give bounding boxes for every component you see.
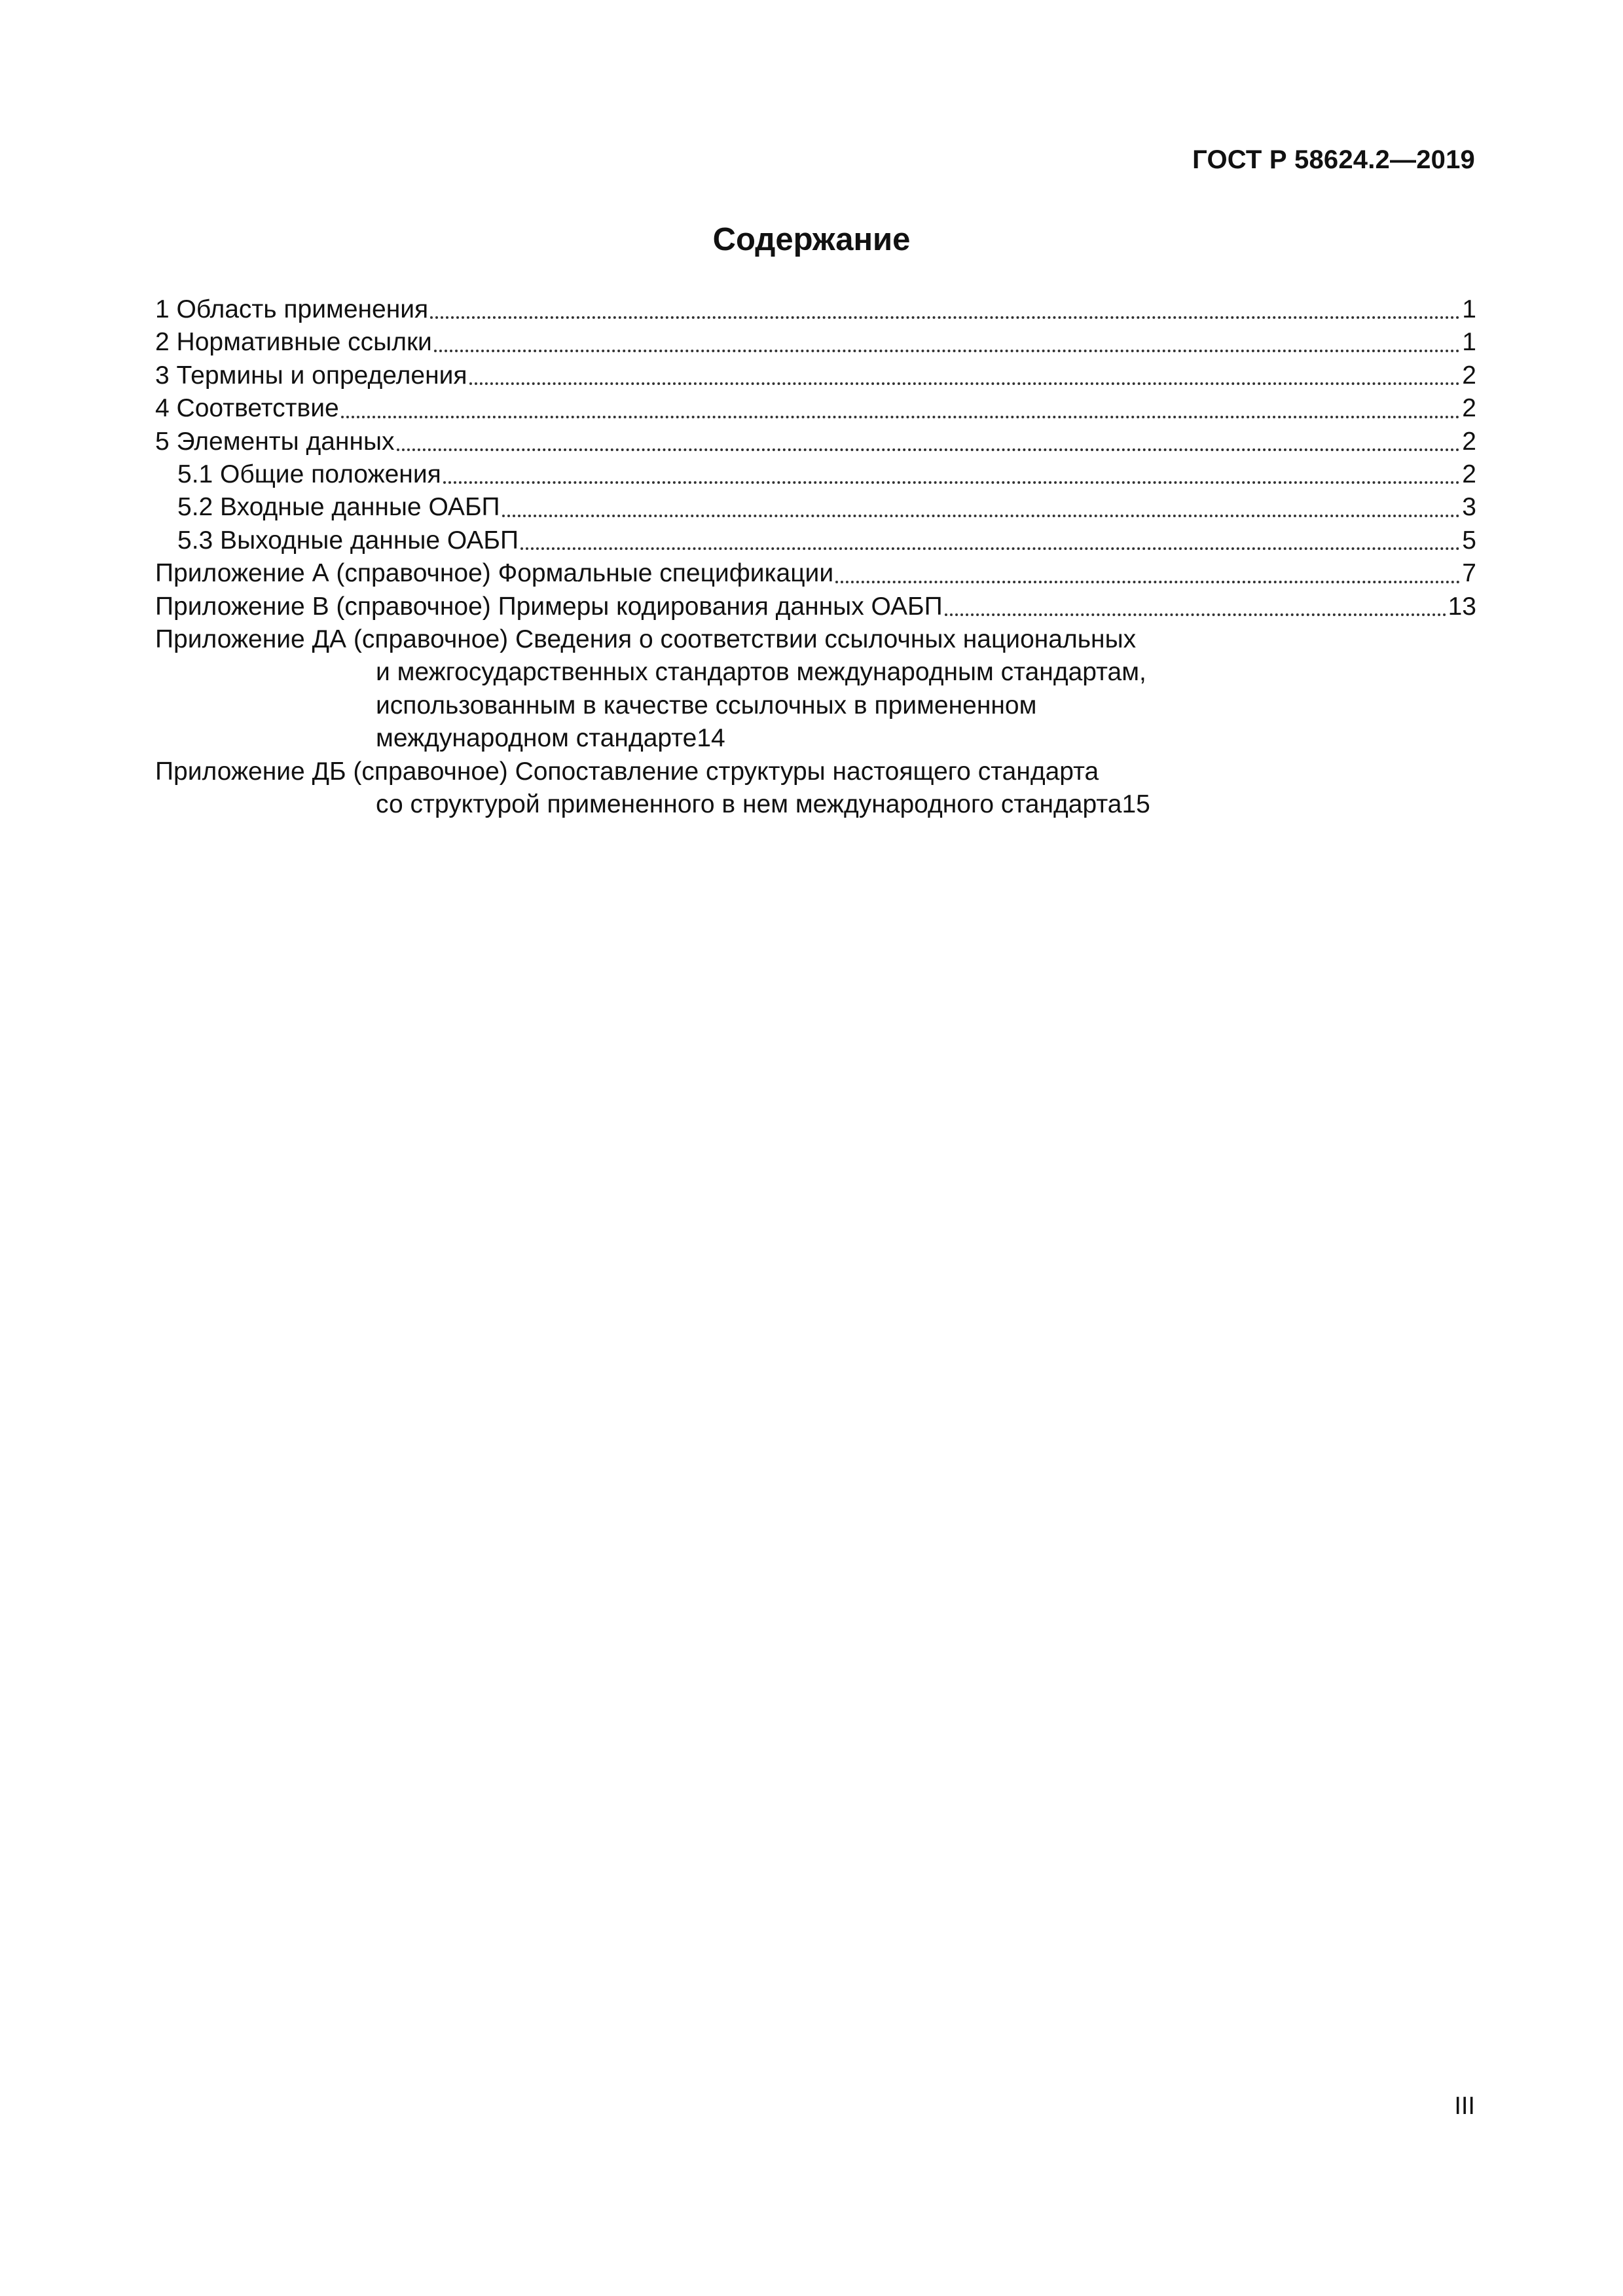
toc-entry bbox=[155, 392, 1476, 425]
toc-entry-page: 3 bbox=[1462, 493, 1476, 522]
dot-leader bbox=[434, 350, 1460, 352]
dot-leader bbox=[341, 416, 1461, 418]
toc-entry bbox=[155, 591, 1476, 623]
toc-entry-page: 2 bbox=[1462, 460, 1476, 489]
toc-entry-page: 1 bbox=[1462, 295, 1476, 323]
toc-entry-label: Приложение ДА (справочное) Сведения о соответствии ссылочных национальных bbox=[155, 625, 1137, 654]
toc-entry-continuation-text: со структурой примененного в нем международного стандарта bbox=[376, 790, 1122, 819]
toc-entry-continuation-last bbox=[155, 788, 1476, 821]
toc-entry bbox=[155, 359, 1476, 392]
toc-entry-label: 5 Элементы данных bbox=[155, 427, 395, 456]
toc-entry bbox=[155, 426, 1476, 458]
toc-entry-page: 13 bbox=[1448, 592, 1476, 621]
toc-subentry bbox=[155, 524, 1476, 557]
page-number: III bbox=[1454, 2092, 1475, 2120]
toc-entry-appendix-db bbox=[155, 756, 1476, 822]
toc-subentry bbox=[155, 491, 1476, 524]
dot-leader bbox=[469, 382, 1461, 385]
toc-entry bbox=[155, 326, 1476, 359]
toc-title: Содержание bbox=[712, 222, 911, 257]
toc-entry-label: 5.1 Общие положения bbox=[177, 460, 441, 489]
toc-entry-appendix-da bbox=[155, 623, 1476, 756]
toc-entry bbox=[155, 293, 1476, 326]
dot-leader bbox=[520, 547, 1460, 550]
dot-leader bbox=[443, 481, 1461, 484]
dot-leader bbox=[502, 515, 1461, 517]
toc-subentry bbox=[155, 458, 1476, 491]
toc-entry-page: 7 bbox=[1462, 559, 1476, 588]
dot-leader bbox=[430, 316, 1460, 319]
toc-entry-continuation: и межгосударственных стандартов международным стандартам, bbox=[376, 658, 1146, 687]
toc-entry bbox=[155, 557, 1476, 590]
toc-entry-page: 2 bbox=[1462, 394, 1476, 423]
toc-entry-continuation-text: международном стандарте bbox=[376, 724, 697, 753]
toc-entry-label: 2 Нормативные ссылки bbox=[155, 328, 432, 357]
toc-entry-continuation-last bbox=[155, 722, 1476, 755]
toc-entry-label: 3 Термины и определения bbox=[155, 361, 467, 390]
toc-entry-page: 15 bbox=[1122, 790, 1150, 819]
toc-entry-label: Приложение ДБ (справочное) Сопоставление структуры настоящего стандарта bbox=[155, 757, 1099, 786]
document-code: ГОСТ Р 58624.2—2019 bbox=[1192, 145, 1475, 174]
toc-entry-label: 1 Область применения bbox=[155, 295, 429, 323]
dot-leader bbox=[397, 448, 1461, 451]
toc-entry-label: Приложение В (справочное) Примеры кодирования данных ОАБП bbox=[155, 592, 943, 621]
toc-entry-page: 5 bbox=[1462, 526, 1476, 555]
toc-entry-label: 5.2 Входные данные ОАБП bbox=[177, 493, 500, 522]
table-of-contents bbox=[155, 293, 1476, 822]
toc-entry-continuation: использованным в качестве ссылочных в примененном bbox=[376, 691, 1037, 720]
toc-entry-page: 2 bbox=[1462, 361, 1476, 390]
toc-entry-page: 1 bbox=[1462, 328, 1476, 357]
toc-entry-page: 2 bbox=[1462, 427, 1476, 456]
dot-leader bbox=[835, 581, 1460, 583]
toc-entry-label: 4 Соответствие bbox=[155, 394, 339, 423]
toc-entry-label: Приложение А (справочное) Формальные спецификации bbox=[155, 559, 834, 588]
dot-leader bbox=[945, 613, 1446, 616]
toc-entry-page: 14 bbox=[697, 724, 725, 753]
toc-entry-label: 5.3 Выходные данные ОАБП bbox=[177, 526, 519, 555]
